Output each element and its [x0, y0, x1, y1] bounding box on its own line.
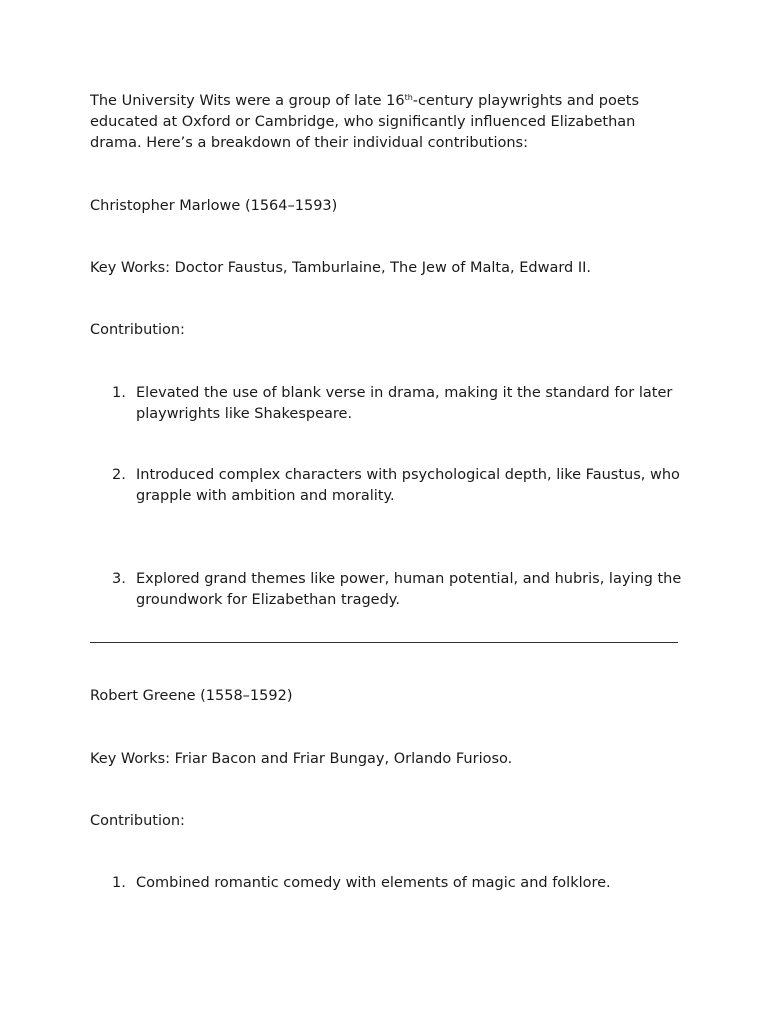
contribution-label-marlowe: Contribution:	[90, 322, 185, 338]
section-heading-marlowe: Christopher Marlowe (1564–1593)	[90, 198, 338, 214]
intro-text-end: -century playwrights and poets educated at Oxford or Cambridge, who significantly influenced Elizabethan drama. Here’s a breakdown of their individual contributions:	[90, 93, 640, 151]
intro-paragraph	[90, 91, 680, 154]
list-item-number: 1.	[112, 875, 126, 891]
list-item-text: Explored grand themes like power, human potential, and hubris, laying the groundwork for Elizabethan tragedy.	[136, 571, 682, 608]
list-item-text: Introduced complex characters with psychological depth, like Faustus, who grapple with ambition and morality.	[136, 467, 680, 504]
list-item-text: Elevated the use of blank verse in drama, making it the standard for later playwrights like Shakespeare.	[136, 385, 673, 422]
list-item-number: 3.	[112, 571, 126, 587]
key-works-marlowe: Key Works: Doctor Faustus, Tamburlaine, The Jew of Malta, Edward II.	[90, 260, 592, 276]
key-works-greene: Key Works: Friar Bacon and Friar Bungay, Orlando Furioso.	[90, 751, 513, 767]
list-item-number: 1.	[112, 385, 126, 401]
intro-text-start: The University Wits were a group of late 16	[90, 93, 405, 109]
list-item-text: Combined romantic comedy with elements of magic and folklore.	[136, 875, 611, 891]
list-item-number: 2.	[112, 467, 126, 483]
section-heading-greene: Robert Greene (1558–1592)	[90, 688, 293, 704]
contribution-label-greene: Contribution:	[90, 813, 185, 829]
intro-ordinal-superscript: th	[404, 93, 413, 102]
section-divider	[90, 642, 678, 643]
